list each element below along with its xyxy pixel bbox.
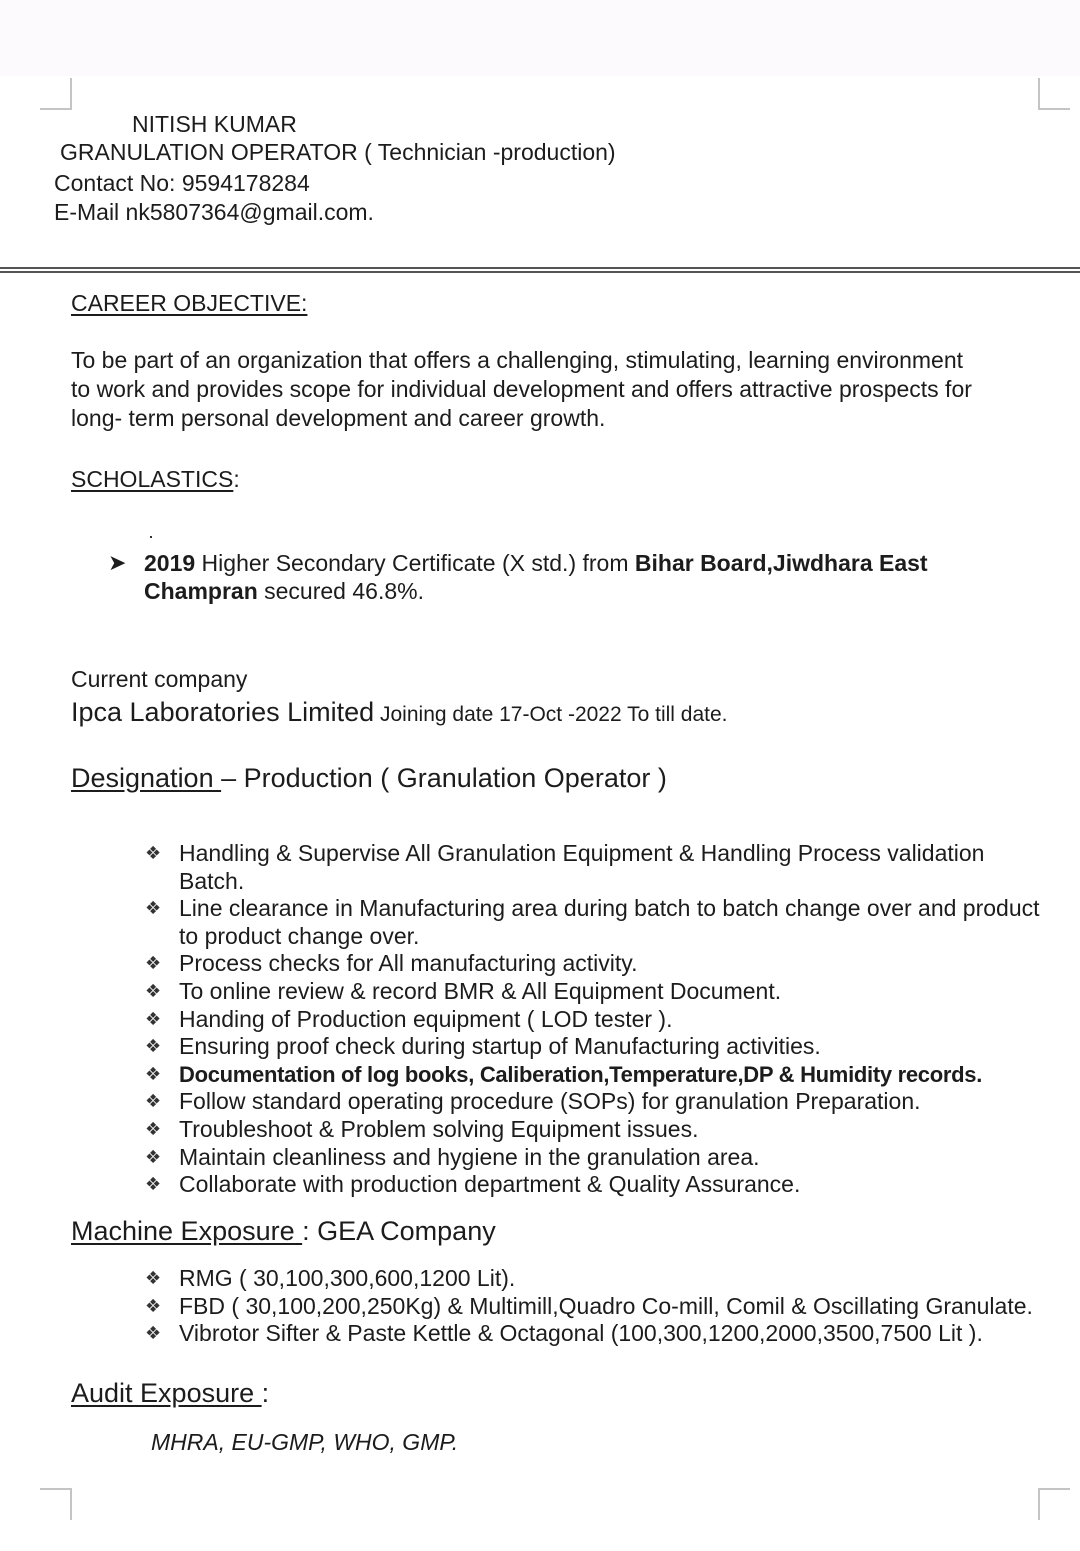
machine-item: [145, 1265, 1039, 1293]
duty-text: Collaborate with production department & Quality Assurance.: [179, 1171, 801, 1198]
arrow-bullet-icon: ➤: [108, 550, 127, 575]
candidate-name: NITISH KUMAR: [132, 111, 297, 137]
contact-number: Contact No: 9594178284: [54, 170, 310, 196]
education-score: secured 46.8%.: [257, 578, 424, 604]
duty-text: Process checks for All manufacturing activity.: [179, 950, 638, 977]
scholastics-heading-label: SCHOLASTICS: [71, 466, 234, 492]
education-board: Bihar Board,Jiwdhara East Champran: [144, 550, 928, 604]
stray-dot: [150, 536, 152, 538]
diamond-bullet-icon: ❖: [145, 843, 162, 863]
divider-line: [0, 267, 1080, 269]
page-corner-mark: [1038, 78, 1070, 110]
duty-item: [145, 1061, 1049, 1089]
career-objective-text: [71, 346, 1041, 433]
scholastics-heading: [71, 465, 240, 493]
machine-list: [145, 1265, 1039, 1348]
page-corner-mark: [40, 1488, 72, 1520]
company-name: Ipca Laboratories Limited: [71, 697, 375, 727]
education-desc: Higher Secondary Certificate (X std.) from: [195, 550, 635, 576]
duty-text: Documentation of log books, Caliberation,Temperature,DP & Humidity records.: [179, 1061, 983, 1087]
diamond-bullet-icon: ❖: [145, 1118, 162, 1139]
duty-item: [145, 895, 1049, 950]
diamond-bullet-icon: ❖: [145, 980, 162, 1001]
page-corner-mark: [1038, 1488, 1070, 1520]
diamond-bullet-icon: ❖: [145, 1008, 162, 1029]
objective-line: To be part of an organization that offers a challenging, stimulating, learning environment: [71, 347, 964, 373]
duty-item: [145, 1143, 1049, 1172]
diamond-bullet-icon: ❖: [145, 1063, 162, 1084]
duty-item: [145, 950, 1049, 978]
candidate-title: GRANULATION OPERATOR ( Technician -production): [60, 139, 616, 165]
objective-line: to work and provides scope for individual development and offers attractive prospects for: [71, 376, 972, 402]
diamond-bullet-icon: ❖: [145, 1174, 162, 1195]
duty-text: Ensuring proof check during startup of Manufacturing activities.: [179, 1033, 821, 1060]
current-company-label: Current company: [71, 666, 248, 692]
diamond-bullet-icon: ❖: [145, 1268, 162, 1288]
scholastics-heading-colon: :: [233, 466, 240, 492]
duty-item: [145, 1005, 1049, 1034]
duty-item: [145, 840, 1049, 895]
duty-item: [145, 1033, 1049, 1061]
duty-item: [145, 1115, 1049, 1144]
diamond-bullet-icon: ❖: [145, 1323, 162, 1344]
duty-item: [145, 1088, 1049, 1116]
audit-exposure-colon: :: [261, 1378, 270, 1408]
joining-date: Joining date 17-Oct -2022 To till date.: [374, 703, 728, 726]
machine-exposure-label: Machine Exposure: [71, 1216, 303, 1246]
diamond-bullet-icon: ❖: [145, 1146, 162, 1167]
career-objective-heading: CAREER OBJECTIVE:: [71, 290, 308, 316]
diamond-bullet-icon: ❖: [145, 953, 162, 974]
page-corner-mark: [40, 78, 72, 110]
designation-label: Designation: [71, 763, 222, 793]
duty-text: Follow standard operating procedure (SOPs) for granulation Preparation.: [179, 1088, 921, 1115]
diamond-bullet-icon: ❖: [145, 1091, 162, 1112]
top-band: [0, 0, 1080, 76]
machine-text: RMG ( 30,100,300,600,1200 Lit).: [179, 1265, 516, 1291]
machine-exposure-line: [71, 1215, 496, 1247]
duty-text: Troubleshoot & Problem solving Equipment issues.: [179, 1115, 699, 1142]
duty-text: To online review & record BMR & All Equipment Document.: [179, 977, 782, 1004]
duty-text: Handing of Production equipment ( LOD tester ).: [179, 1005, 673, 1032]
diamond-bullet-icon: ❖: [145, 898, 162, 919]
machine-text: FBD ( 30,100,200,250Kg) & Multimill,Quadro Co-mill, Comil & Oscillating Granulate.: [179, 1292, 1033, 1319]
divider-line: [0, 271, 1080, 273]
diamond-bullet-icon: ❖: [145, 1295, 162, 1316]
machine-text: Vibrotor Sifter & Paste Kettle & Octagonal (100,300,1200,2000,3500,7500 Lit ).: [179, 1320, 983, 1347]
audit-exposure-label: Audit Exposure: [71, 1378, 262, 1408]
duties-list: [145, 840, 1049, 1199]
duty-text: Maintain cleanliness and hygiene in the granulation area.: [179, 1143, 760, 1170]
machine-exposure-value: : GEA Company: [302, 1216, 496, 1246]
audit-exposure-line: [71, 1377, 269, 1409]
current-company-line: [71, 698, 728, 729]
duty-item: [145, 977, 1049, 1006]
audit-exposure-value: MHRA, EU-GMP, WHO, GMP.: [151, 1429, 459, 1455]
duty-text: Line clearance in Manufacturing area during batch to batch change over and product to product change over.: [179, 895, 1040, 949]
designation-line: [71, 762, 667, 794]
machine-item: [145, 1320, 1039, 1348]
email-address: E-Mail nk5807364@gmail.com.: [54, 199, 374, 225]
duty-item: [145, 1171, 1049, 1199]
diamond-bullet-icon: ❖: [145, 1036, 162, 1057]
duty-text: Handling & Supervise All Granulation Equipment & Handling Process validation Batch.: [179, 840, 985, 894]
objective-line: long- term personal development and career growth.: [71, 405, 606, 431]
designation-value: – Production ( Granulation Operator ): [221, 763, 667, 793]
machine-item: [145, 1292, 1039, 1321]
education-item: [144, 549, 964, 605]
education-year: 2019: [144, 550, 196, 576]
